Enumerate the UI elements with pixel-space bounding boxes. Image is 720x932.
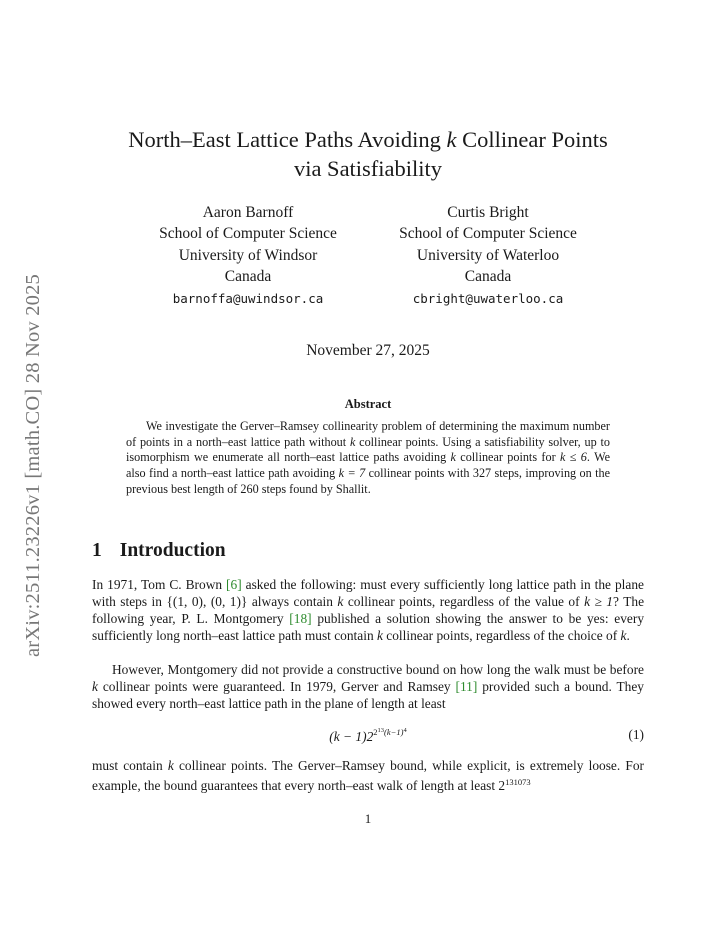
equation-formula: $(k - 1)2^{2^{13}(k-1)^4}$ [329, 727, 407, 744]
title-line1-suffix: Collinear Points [456, 127, 608, 152]
author-name: Curtis Bright [447, 204, 529, 221]
author-block-barnoff [128, 202, 368, 309]
author-country: Canada [224, 268, 272, 286]
intro-paragraph-1: In 1971, Tom C. Brown [6] asked the following: must every sufficiently long lattice path in the plane with steps in {(1, 0), (0, 1)} always contain k collinear points, regardless of the value of k ≥ 1? The following year, P. L. Montgomery [18] published a solution showing the answer to be yes: every sufficiently long north–east lattice path must contain k collinear points, regardless of the choice of k. [92, 577, 645, 644]
title-line2: via Satisfiability [293, 156, 443, 181]
section-title: Introduction [119, 540, 226, 561]
section-heading-introduction [92, 540, 226, 562]
author-department: School of Computer Science [399, 225, 577, 243]
arxiv-identifier: arXiv:2511.23226v1 [math.CO] 28 Nov 2025 [22, 273, 45, 657]
arxiv-sidebar [14, 242, 54, 688]
citation-link[interactable]: [18] [289, 611, 312, 627]
page-number: 1 [364, 811, 372, 826]
intro-paragraph-3: must contain k collinear points. The Gerver–Ramsey bound, while explicit, is extremely loose. For example, the bound guarantees that every north–east walk of length at least $2^{131073}$ [92, 758, 644, 794]
author-department: School of Computer Science [159, 225, 337, 243]
citation-link[interactable]: [11] [455, 679, 478, 695]
equation-1 [92, 725, 644, 747]
paper-date: November 27, 2025 [306, 342, 430, 359]
title-variable-k: k [446, 127, 457, 152]
section-number: 1 [92, 540, 102, 561]
author-university: University of Waterloo [416, 246, 560, 264]
author-university: University of Windsor [178, 246, 318, 264]
author-email[interactable]: barnoffa@uwindsor.ca [172, 290, 324, 306]
equation-number: (1) [628, 727, 644, 742]
paper-title [90, 125, 646, 183]
abstract-text: We investigate the Gerver–Ramsey collinearity problem of determining the maximum number of points in a north–east lattice path without k collinear points. Using a satisfiability solver, up to isomorphism we enumerate all north–east lattice paths avoiding k collinear points for k ≤ 6. We also find a north–east lattice path avoiding k = 7 collinear points with 327 steps, improving on the previous best length of 260 steps found by Shallit. [126, 419, 611, 496]
author-country: Canada [464, 268, 512, 286]
abstract-heading: Abstract [344, 397, 392, 411]
title-line1-prefix: North–East Lattice Paths Avoiding [128, 127, 447, 152]
intro-paragraph-2: However, Montgomery did not provide a constructive bound on how long the walk must be before k collinear points were guaranteed. In 1979, Gerver and Ramsey [11] provided such a bound. They showed every north–east lattice path in the plane of length at least [92, 662, 644, 712]
author-block-bright [368, 202, 608, 309]
citation-link[interactable]: [6] [226, 577, 242, 592]
author-email[interactable]: cbright@uwaterloo.ca [412, 290, 564, 306]
author-name: Aaron Barnoff [202, 204, 294, 221]
